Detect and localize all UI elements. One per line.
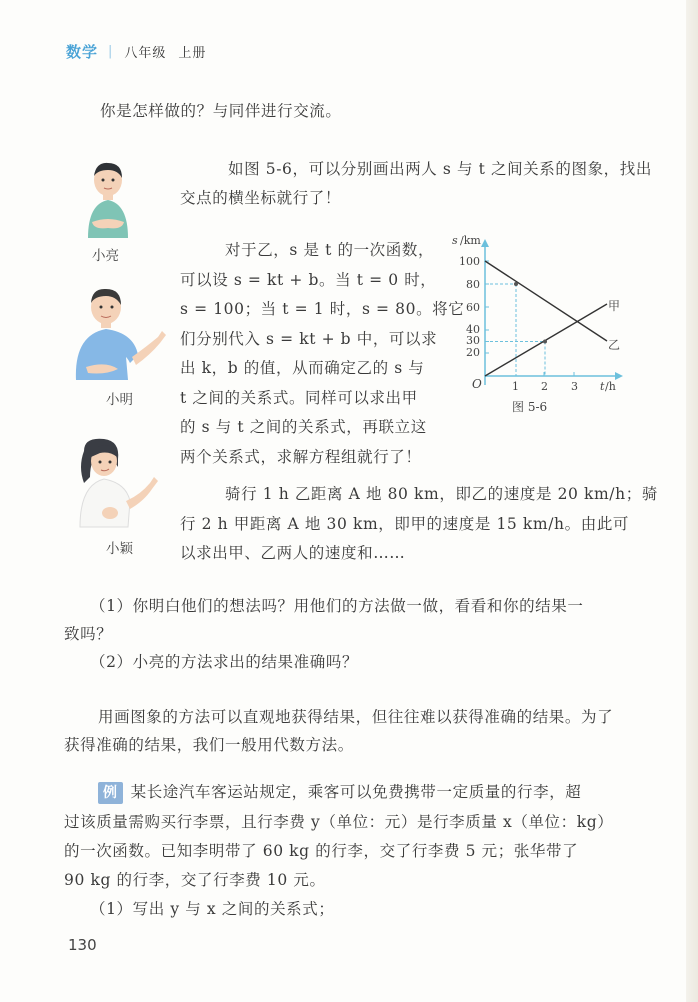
xiaoming-line: s = 100；当 t = 1 时，s = 80。将它 [180, 300, 465, 318]
intro-text: 你是怎样做的？与同伴进行交流。 [100, 102, 342, 120]
svg-text:3: 3 [571, 380, 578, 393]
svg-text:乙: 乙 [608, 338, 621, 352]
xiaoying-illustration [70, 437, 170, 536]
figure-5-6-chart [440, 225, 640, 425]
svg-text:30: 30 [466, 334, 480, 347]
question-2: （2）小亮的方法求出的结果准确吗？ [90, 653, 359, 671]
xiaoliang-name: 小亮 [92, 248, 119, 264]
svg-text:100: 100 [459, 255, 480, 268]
svg-text:图 5-6: 图 5-6 [512, 400, 548, 414]
conclusion-line2: 获得准确的结果，我们一般用代数方法。 [64, 736, 354, 754]
xiaoming-line: 的 s 与 t 之间的关系式，再联立这 [180, 418, 427, 436]
svg-text:s: s [452, 234, 458, 247]
example-line2: 过该质量需购买行李票，且行李费 y（单位：元）是行李质量 x（单位：kg） [64, 813, 614, 831]
example-line3: 的一次函数。已知李明带了 60 kg 的行李，交了行李费 5 元；张华带了 [64, 842, 579, 860]
example-line4: 90 kg 的行李，交了行李费 10 元。 [64, 871, 326, 889]
xiaoming-illustration [66, 285, 176, 389]
xiaoming-line: 对于乙，s 是 t 的一次函数， [225, 241, 435, 259]
subject-label: 数学 [66, 42, 99, 61]
page-header [66, 40, 206, 62]
xiaoming-line: 可以设 s = kt + b。当 t = 0 时， [180, 270, 437, 289]
example-text: 某长途汽车客运站规定，乘客可以免费携带一定质量的行李，超 [130, 783, 582, 801]
xiaoming-name: 小明 [106, 392, 133, 408]
svg-text:/km: /km [460, 234, 481, 247]
svg-text:80: 80 [466, 278, 480, 291]
svg-text:20: 20 [466, 346, 480, 359]
boy-arms-crossed-icon [78, 160, 138, 240]
grade-label: 八年级 [124, 45, 167, 61]
svg-text:1: 1 [512, 380, 519, 393]
xiaoliang-illustration [78, 160, 138, 244]
xiaoliang-speech-line1: 如图 5-6，可以分别画出两人 s 与 t 之间关系的图象，找出 [228, 160, 652, 178]
header-separator: | [108, 43, 113, 59]
svg-text:t: t [600, 380, 605, 393]
example-line1 [98, 778, 581, 807]
example-question-1: （1）写出 y 与 x 之间的关系式； [90, 900, 335, 918]
xiaoying-speech [180, 480, 658, 569]
xiaoying-line: 骑行 1 h 乙距离 A 地 80 km，即乙的速度是 20 km/h；骑 [225, 485, 658, 503]
boy-gesturing-icon [66, 285, 176, 385]
volume-label: 上册 [178, 45, 207, 61]
page-edge [686, 0, 698, 1002]
xiaoying-line: 行 2 h 甲距离 A 地 30 km，即甲的速度是 15 km/h。由此可 [180, 514, 630, 533]
xiaoying-line: 以求出甲、乙两人的速度和…… [180, 544, 406, 562]
example-badge: 例 [98, 782, 123, 804]
line-yi [485, 261, 607, 341]
conclusion-line1: 用画图象的方法可以直观地获得结果，但往往难以获得准确的结果。为了 [98, 708, 614, 726]
svg-text:/h: /h [605, 380, 616, 393]
xiaoliang-speech-line2: 交点的横坐标就行了！ [180, 189, 342, 207]
xiaoming-line: 两个关系式，求解方程组就行了！ [180, 447, 422, 466]
svg-text:60: 60 [466, 301, 480, 314]
girl-gesturing-icon [70, 437, 170, 532]
svg-text:甲: 甲 [608, 299, 621, 313]
xiaoming-speech [180, 236, 464, 472]
question-1-line1: （1）你明白他们的想法吗？用他们的方法做一做，看看和你的结果一 [90, 597, 584, 615]
xiaoming-line: t 之间的关系式。同样可以求出甲 [180, 388, 418, 407]
xiaoming-line: 出 k，b 的值，从而确定乙的 s 与 [180, 359, 425, 377]
svg-text:40: 40 [466, 323, 480, 336]
page-number: 130 [68, 936, 97, 954]
xiaoming-line: 们分别代入 s = kt + b 中，可以求 [180, 329, 438, 348]
svg-text:O: O [472, 377, 482, 391]
svg-text:2: 2 [541, 380, 548, 393]
xiaoying-name: 小颖 [106, 541, 133, 557]
question-1-line2: 致吗？ [64, 625, 113, 643]
